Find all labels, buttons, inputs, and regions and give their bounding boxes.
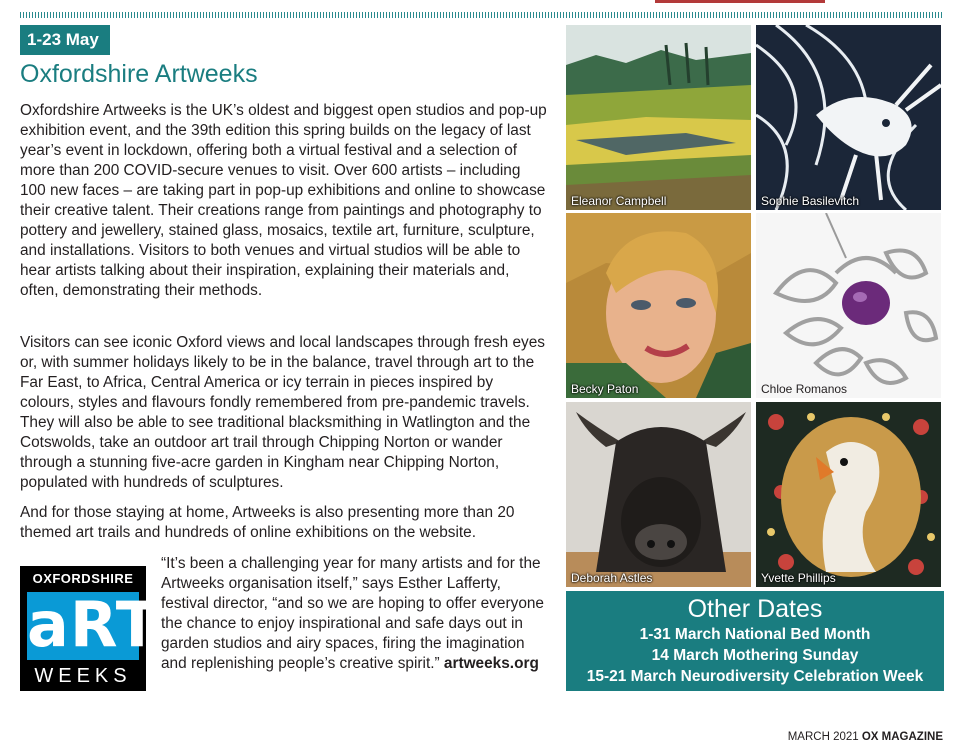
logo-bottom-text: WEEKS — [34, 665, 132, 687]
photo-highland-cow — [566, 402, 751, 587]
logo-art-text: aRT — [27, 588, 160, 661]
photo-deer-linocut — [756, 25, 941, 210]
other-dates-box — [566, 591, 944, 691]
quote-block — [161, 554, 551, 674]
other-date-item: 1-31 March National Bed Month — [639, 626, 871, 643]
top-rule — [20, 12, 943, 18]
photo-caption: Yvette Phillips — [761, 571, 836, 585]
highland-cow-image — [566, 402, 751, 587]
other-date-item: 15-21 March Neurodiversity Celebration Week — [586, 668, 924, 685]
quote-text: “It’s been a challenging year for many artists and for the Artweeks organisation itself,” says Esther Lafferty, festival director, “and so we are hoping to offer everyone the chance to enjoy inspirational and safe days out in garden studios and airy spaces, firing the imagination and replenishing people’s creative spirit.” — [161, 555, 544, 672]
photo-caption: Becky Paton — [571, 382, 639, 396]
photo-landscape-painting — [566, 25, 751, 210]
other-dates-title: Other Dates — [687, 595, 823, 623]
artweeks-logo — [20, 566, 160, 691]
article-paragraph-1: Oxfordshire Artweeks is the UK’s oldest and biggest open studios and pop-up exhibition event, and the 39th edition this spring builds on the legacy of last year’s event in lockdown, offering both a virtual festival and a selection of more than 200 COVID-secure venues to visit. Over 600 artists – including 100 new faces – are taking part in pop-up exhibitions and online to showcase their creative talent. Their creations range from paintings and photography to pottery and jewellery, stained glass, mosaics, textile art, furniture, sculpture, and installations. Visitors to both venues and virtual studios will be able to hear artists talking about their inspiration, explaining their materials and, often, demonstrating their methods. — [20, 102, 547, 299]
photo-silver-pendant — [756, 213, 941, 398]
photo-mosaic-portrait — [566, 213, 751, 398]
page-footer — [788, 731, 943, 743]
article-paragraph-3: And for those staying at home, Artweeks is also presenting more than 20 themed art trails and hundreds of online exhibitions on the website. — [20, 504, 515, 541]
top-edge-scrap — [655, 0, 825, 3]
photo-caption: Chloe Romanos — [761, 382, 848, 396]
silver-pendant-image — [756, 213, 941, 398]
magazine-name: OX MAGAZINE — [861, 731, 943, 743]
issue-date: MARCH 2021 — [787, 731, 859, 743]
deer-linocut-image — [756, 25, 941, 210]
swan-textile-image — [756, 402, 941, 587]
photo-caption: Deborah Astles — [571, 571, 653, 585]
article-title: Oxfordshire Artweeks — [20, 60, 258, 88]
other-date-item: 14 March Mothering Sunday — [651, 647, 859, 664]
logo-art-box — [27, 588, 160, 661]
website-link[interactable]: artweeks.org — [443, 655, 539, 672]
date-badge: 1-23 May — [20, 25, 110, 55]
logo-top-text: OXFORDSHIRE — [32, 571, 134, 586]
landscape-painting-image — [566, 25, 751, 210]
photo-swan-textile — [756, 402, 941, 587]
mosaic-portrait-image — [566, 213, 751, 398]
photo-caption: Eleanor Campbell — [571, 194, 667, 208]
article-paragraph-2: Visitors can see iconic Oxford views and local landscapes through fresh eyes or, with summer holidays likely to be in the balance, travel through art to the Far East, to Africa, Central America or icy terrain in pieces inspired by colours, styles and flavours fondly remembered from pre-pandemic travels. They will also be able to see traditional blacksmithing in Watlington and the Cotswolds, take an outdoor art trail through Chipping Norton or wander through a stunning five-acre garden in Kingham near Chipping Norton, populated with hundreds of sculptures. — [20, 334, 545, 491]
photo-caption: Sophie Basilevitch — [761, 194, 860, 208]
